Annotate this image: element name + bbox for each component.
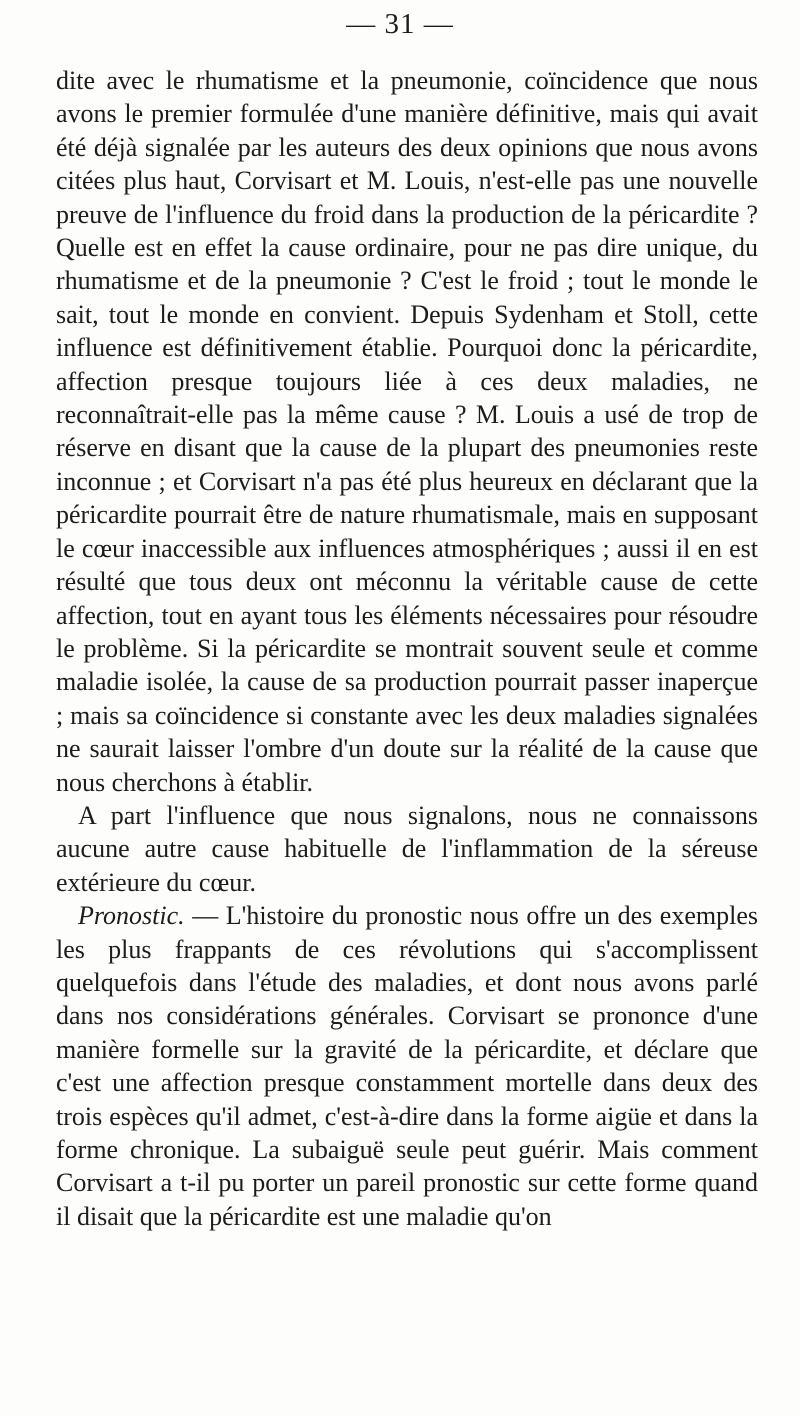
paragraph-pronostic-text: — L'histoire du pronostic nous offre un des exemples les plus frappants de ces révolutions qui s'accomplissent quelquefois dans l'étude des maladies, et dont nous avons parlé dans nos considérations générales. Corvisart se prononce d'une manière formelle sur la gravité de la péricardite, et déclare que c'est une affection presque constamment mortelle dans deux des trois espèces qu'il admet, c'est-à-dire dans la forme aigüe et dans la forme chronique. La subaiguë seule peut guérir. Mais comment Corvisart a t-il pu porter un pareil pronostic sur cette forme quand il disait que la péricardite est une maladie qu'on [56, 901, 758, 1231]
paragraph-influence: A part l'influence que nous signalons, nous ne connaissons aucune autre cause habituelle de l'inflammation de la séreuse extérieure du cœur. [56, 800, 758, 897]
section-label-pronostic: Pronostic. [78, 901, 185, 931]
page-number: — 31 — [346, 8, 454, 40]
body-text [56, 64, 758, 1233]
paragraph-pronostic [56, 899, 758, 1233]
paragraph-continuation: dite avec le rhumatisme et la pneumonie, coïncidence que nous avons le premier formulée d'une manière définitive, mais qui avait été déjà signalée par les auteurs des deux opinions que nous avons citées plus haut, Corvisart et M. Louis, n'est-elle pas une nouvelle preuve de l'influence du froid dans la production de la péricardite ? Quelle est en effet la cause ordinaire, pour ne pas dire unique, du rhumatisme et de la pneumonie ? C'est le froid ; tout le monde le sait, tout le monde en convient. Depuis Sydenham et Stoll, cette influence est définitivement établie. Pourquoi donc la péricardite, affection presque toujours liée à ces deux maladies, ne reconnaîtrait-elle pas la même cause ? M. Louis a usé de trop de réserve en disant que la cause de la plupart des pneumonies reste inconnue ; et Corvisart n'a pas été plus heureux en déclarant que la péricardite pourrait être de nature rhumatismale, mais en supposant le cœur inaccessible aux influences atmosphériques ; aussi il en est résulté que tous deux ont méconnu la véritable cause de cette affection, tout en ayant tous les éléments nécessaires pour résoudre le problème. Si la péricardite se montrait souvent seule et comme maladie isolée, la cause de sa production pourrait passer inaperçue ; mais sa coïncidence si constante avec les deux maladies signalées ne saurait laisser l'ombre d'un doute sur la réalité de la cause que nous cherchons à établir. [56, 66, 758, 797]
